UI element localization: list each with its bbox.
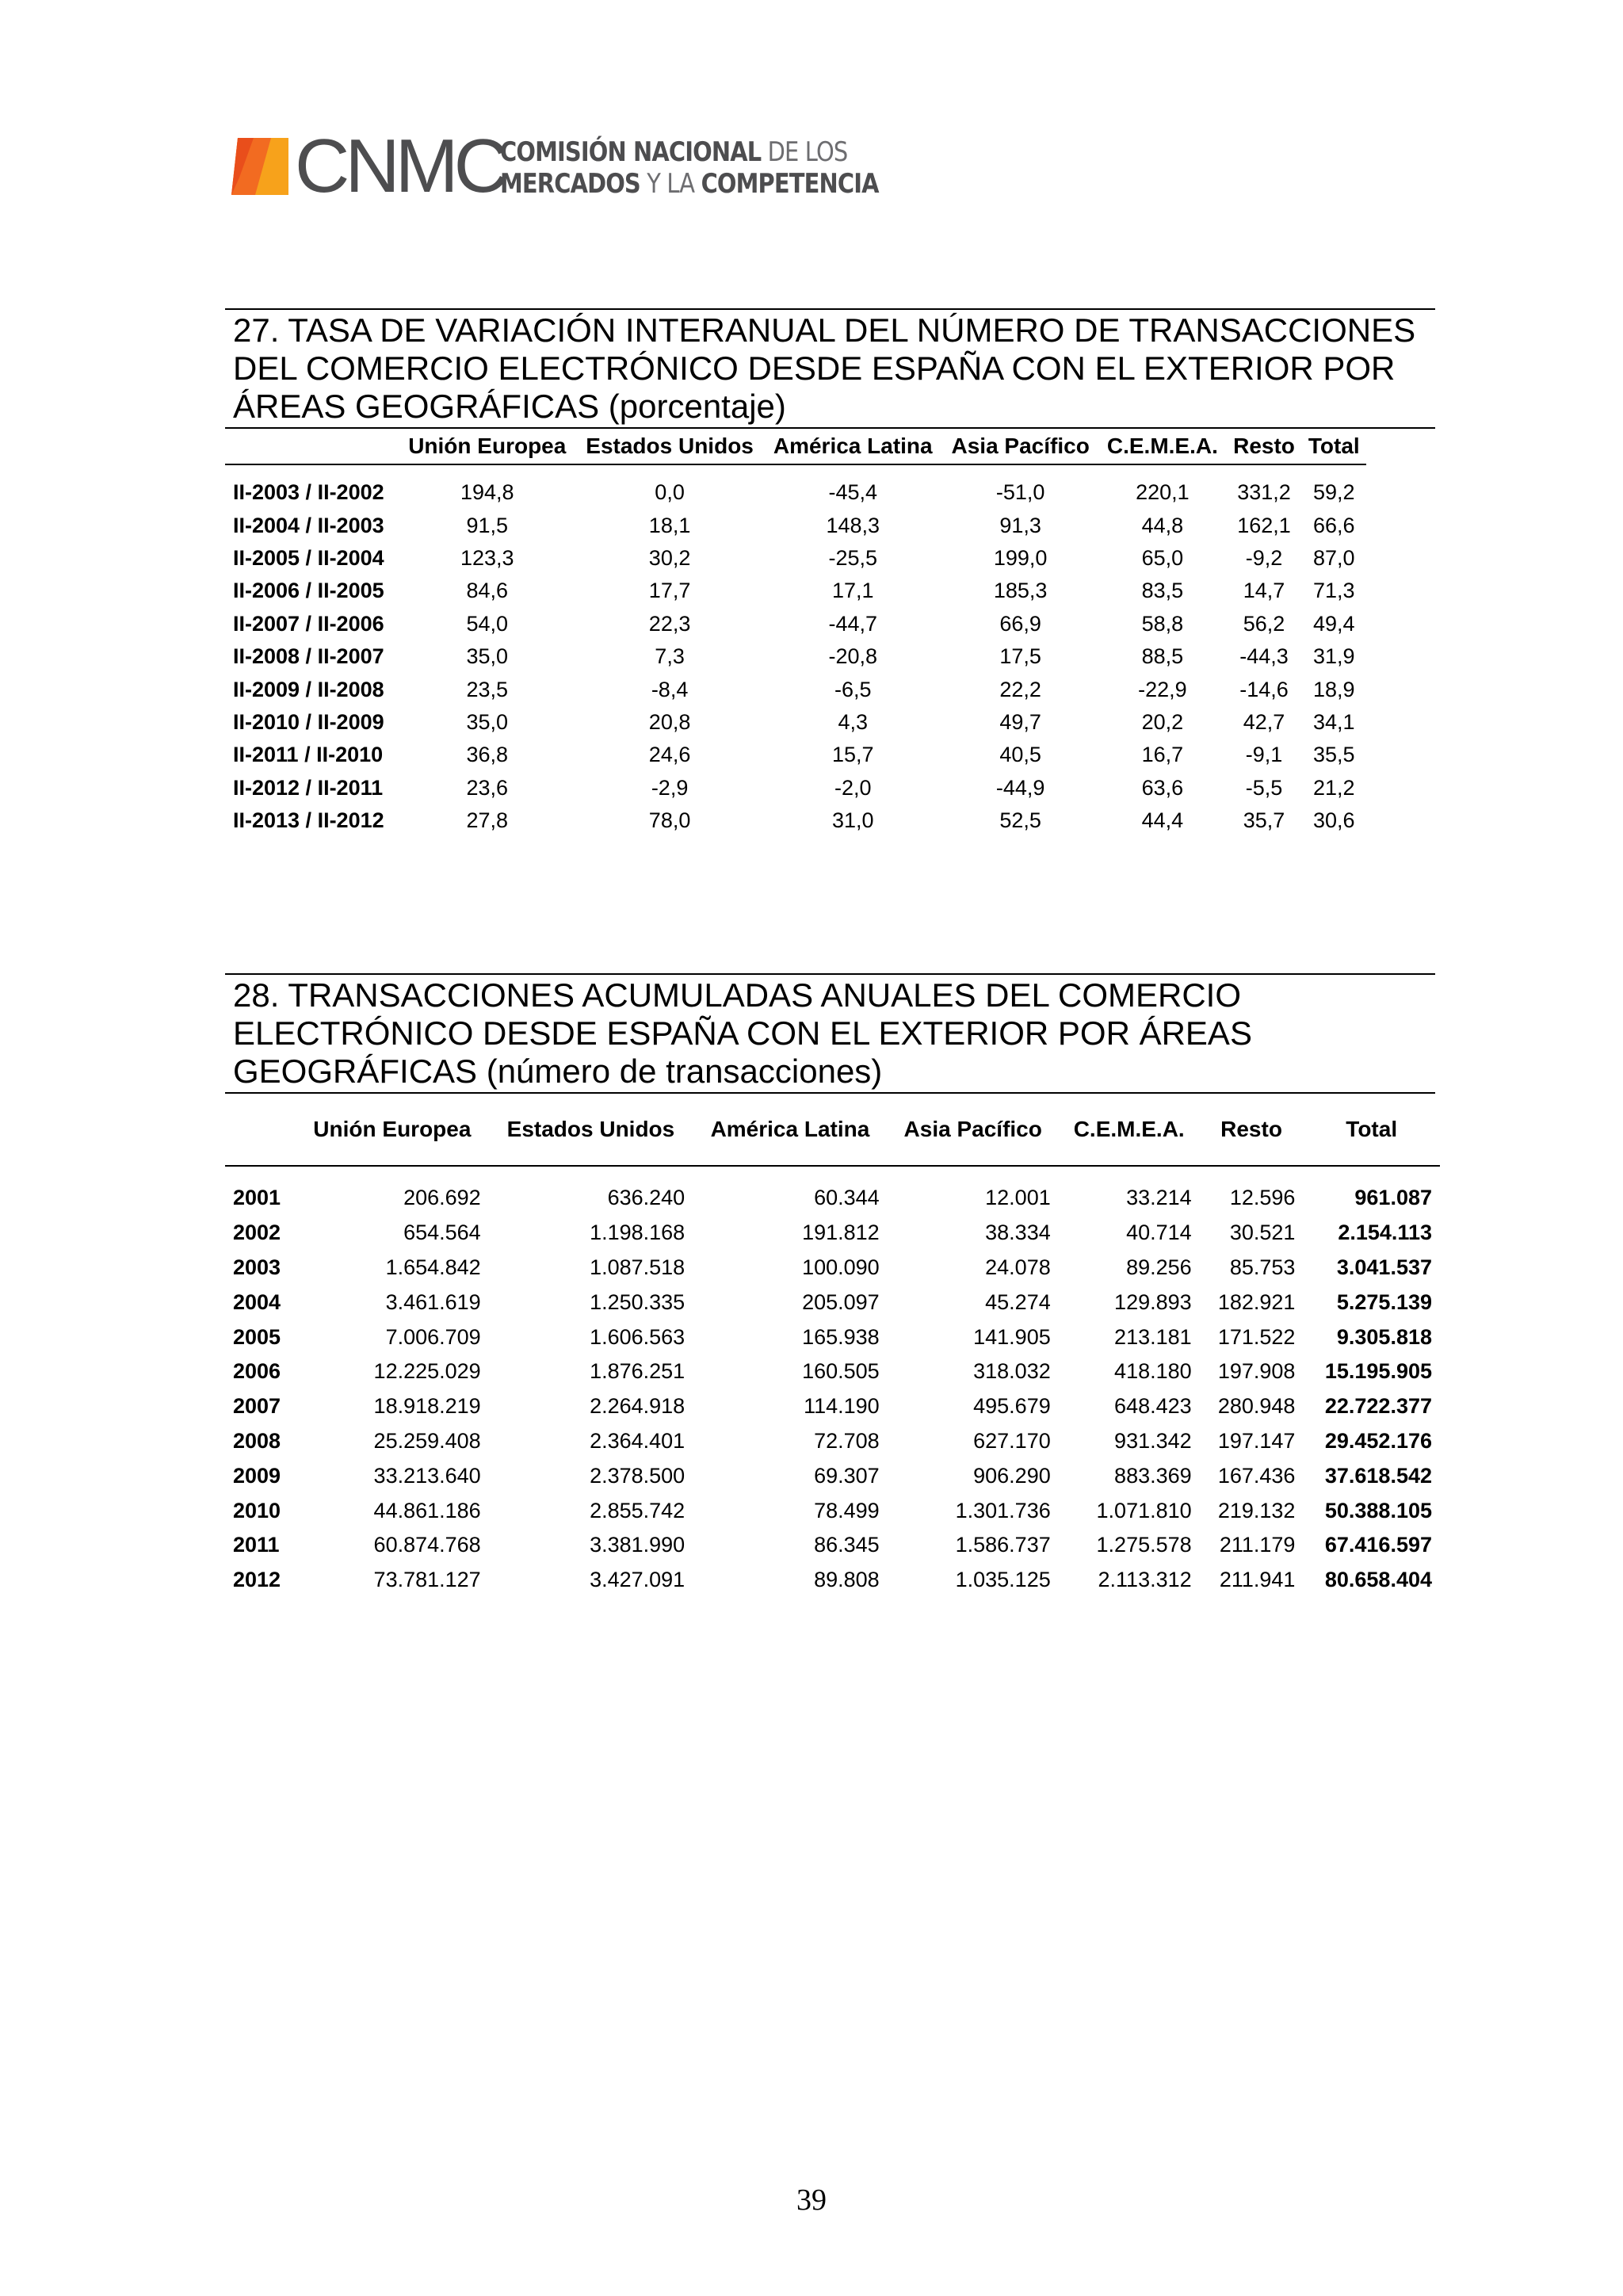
table-cell: 35,0: [466, 709, 509, 734]
table-cell: 63,6: [1141, 775, 1184, 800]
row-label: II-2012 / II-2011: [233, 775, 384, 800]
table-cell: 1.071.810: [1096, 1498, 1192, 1522]
table-cell: 961.087: [1354, 1186, 1432, 1210]
table-cell: 2.113.312: [1098, 1568, 1192, 1592]
table-cell: 49,4: [1313, 611, 1355, 636]
table-27-title: 27. TASA DE VARIACIÓN INTERANUAL DEL NÚMERO DE TRANSACCIONES DEL COMERCIO ELECTRÓNICO DESDE ESPAÑA CON EL EXTERIOR POR ÁREAS GEOGRÁFICAS (porcentaje): [225, 308, 1435, 429]
row-label: 2003: [233, 1255, 281, 1279]
table-cell: 495.679: [973, 1394, 1051, 1419]
table-row: [225, 804, 1366, 837]
table-cell: 1.876.251: [590, 1359, 685, 1384]
table-cell: 883.369: [1114, 1463, 1192, 1488]
table-cell: 20,2: [1141, 709, 1184, 734]
table-cell: 213.181: [1114, 1324, 1192, 1349]
column-header: C.E.M.E.A.: [1098, 429, 1226, 464]
table-cell: 30.521: [1229, 1221, 1296, 1245]
table-cell: -20,8: [828, 644, 878, 669]
table-cell: 85.753: [1229, 1255, 1296, 1279]
table-cell: 91,5: [466, 513, 509, 537]
table-cell: 78,0: [648, 808, 691, 833]
table-cell: 16,7: [1141, 743, 1184, 767]
table-cell: 23,6: [466, 775, 509, 800]
table-row: [225, 1424, 1440, 1459]
table-cell: 15,7: [831, 743, 874, 767]
table-cell: 88,5: [1141, 644, 1184, 669]
row-label: 2009: [233, 1463, 281, 1488]
column-header: América Latina: [764, 429, 942, 464]
row-label: 2011: [233, 1533, 280, 1557]
table-cell: 23,5: [466, 677, 509, 701]
table-cell: 86.345: [814, 1533, 880, 1557]
column-header: Resto: [1200, 1094, 1304, 1166]
table-row: [225, 1285, 1440, 1320]
table-cell: 42,7: [1243, 709, 1285, 734]
table-cell: 182.921: [1217, 1289, 1296, 1314]
table-row: [225, 608, 1366, 640]
table-cell: 1.301.736: [955, 1498, 1051, 1522]
table-cell: 33.213.640: [373, 1463, 481, 1488]
column-header: Estados Unidos: [576, 429, 764, 464]
cnmc-logo: [231, 124, 879, 208]
table-cell: 123,3: [460, 545, 514, 570]
table-28: [225, 1094, 1440, 1598]
table-cell: 17,5: [999, 644, 1041, 669]
row-label: 2007: [233, 1394, 281, 1419]
table-row: [225, 772, 1366, 804]
table-cell: 331,2: [1237, 480, 1291, 505]
row-label: II-2013 / II-2012: [233, 808, 384, 833]
table-row: [225, 1563, 1440, 1598]
table-row: [225, 706, 1366, 739]
table-row: [225, 1458, 1440, 1493]
table-cell: 50.388.105: [1324, 1498, 1432, 1522]
table-cell: 2.154.113: [1338, 1221, 1432, 1245]
logo-abbreviation: CNMC: [295, 124, 504, 208]
table-cell: 2.378.500: [590, 1463, 685, 1488]
table-row: [225, 575, 1366, 607]
table-cell: 1.198.168: [590, 1221, 685, 1245]
table-cell: 24,6: [648, 743, 691, 767]
page-number: 39: [796, 2183, 827, 2217]
table-27-section: [225, 308, 1435, 837]
table-cell: 83,5: [1141, 579, 1184, 603]
table-cell: 2.364.401: [590, 1428, 685, 1453]
table-cell: 17,7: [648, 579, 691, 603]
table-cell: 4,3: [838, 709, 869, 734]
table-cell: 100.090: [802, 1255, 880, 1279]
column-header: Unión Europea: [399, 429, 576, 464]
table-cell: -22,9: [1138, 677, 1187, 701]
table-cell: 67.416.597: [1324, 1533, 1432, 1557]
table-cell: 1.275.578: [1096, 1533, 1192, 1557]
table-cell: 197.147: [1217, 1428, 1296, 1453]
table-cell: 31,0: [831, 808, 874, 833]
table-cell: 7.006.709: [385, 1324, 481, 1349]
table-cell: 20,8: [648, 709, 691, 734]
table-cell: 220,1: [1136, 480, 1190, 505]
logo-full-name: COMISIÓN NACIONAL DE LOS MERCADOS Y LA COMPETENCIA: [500, 136, 879, 200]
row-label: II-2010 / II-2009: [233, 709, 384, 734]
table-cell: 1.087.518: [590, 1255, 685, 1279]
column-header: Total: [1303, 1094, 1440, 1166]
table-cell: 71,3: [1313, 579, 1355, 603]
column-header: Asia Pacífico: [942, 429, 1098, 464]
table-cell: 44,4: [1141, 808, 1184, 833]
column-header: [225, 1094, 296, 1166]
table-cell: 89.808: [814, 1568, 880, 1592]
table-cell: 418.180: [1114, 1359, 1192, 1384]
table-cell: 2.264.918: [590, 1394, 685, 1419]
table-cell: 22,3: [648, 611, 691, 636]
table-cell: 219.132: [1217, 1498, 1296, 1522]
table-cell: 648.423: [1114, 1394, 1192, 1419]
table-cell: 165.938: [802, 1324, 880, 1349]
table-27: [225, 429, 1366, 837]
row-label: 2012: [233, 1568, 281, 1592]
table-cell: -14,6: [1239, 677, 1289, 701]
table-cell: -9,1: [1245, 743, 1283, 767]
table-row: [225, 1166, 1440, 1216]
column-header: Resto: [1226, 429, 1301, 464]
table-28-title: 28. TRANSACCIONES ACUMULADAS ANUALES DEL COMERCIO ELECTRÓNICO DESDE ESPAÑA CON EL EXTERIOR POR ÁREAS GEOGRÁFICAS (número de transacciones): [225, 973, 1435, 1094]
table-cell: 931.342: [1114, 1428, 1192, 1453]
table-cell: 280.948: [1217, 1394, 1296, 1419]
table-cell: 636.240: [607, 1186, 685, 1210]
table-cell: 40.714: [1126, 1221, 1192, 1245]
table-cell: 30,2: [648, 545, 691, 570]
table-cell: 27,8: [466, 808, 509, 833]
table-cell: 80.658.404: [1324, 1568, 1432, 1592]
table-cell: -5,5: [1245, 775, 1283, 800]
table-cell: 3.461.619: [385, 1289, 481, 1314]
column-header: Unión Europea: [296, 1094, 489, 1166]
table-cell: 9.305.818: [1336, 1324, 1432, 1349]
table-cell: -44,9: [995, 775, 1045, 800]
table-row: [225, 640, 1366, 673]
table-cell: 91,3: [999, 513, 1041, 537]
table-row: [225, 1389, 1440, 1424]
table-28-section: [225, 973, 1435, 1598]
table-cell: 318.032: [973, 1359, 1051, 1384]
table-cell: -44,7: [828, 611, 878, 636]
table-cell: 52,5: [999, 808, 1041, 833]
table-cell: 18,9: [1313, 677, 1355, 701]
table-cell: -6,5: [834, 677, 872, 701]
table-cell: 72.708: [814, 1428, 880, 1453]
table-cell: 35,0: [466, 644, 509, 669]
row-label: II-2009 / II-2008: [233, 677, 384, 701]
table-cell: 89.256: [1126, 1255, 1192, 1279]
table-cell: 35,7: [1243, 808, 1285, 833]
table-row: [225, 464, 1366, 509]
table-cell: 78.499: [814, 1498, 880, 1522]
table-cell: 54,0: [466, 611, 509, 636]
table-cell: 1.606.563: [590, 1324, 685, 1349]
column-header: C.E.M.E.A.: [1059, 1094, 1200, 1166]
table-cell: 31,9: [1313, 644, 1355, 669]
table-cell: 18,1: [648, 513, 691, 537]
table-cell: 3.381.990: [590, 1533, 685, 1557]
table-cell: 66,6: [1313, 513, 1355, 537]
row-label: II-2011 / II-2010: [233, 743, 384, 767]
table-cell: 30,6: [1313, 808, 1355, 833]
table-row: [225, 673, 1366, 705]
table-cell: -9,2: [1245, 545, 1283, 570]
cnmc-logo-mark-icon: [231, 138, 288, 195]
table-cell: 211.179: [1219, 1533, 1296, 1557]
table-cell: 206.692: [403, 1186, 481, 1210]
table-cell: 627.170: [973, 1428, 1051, 1453]
table-cell: 205.097: [802, 1289, 880, 1314]
row-label: II-2003 / II-2002: [233, 480, 384, 505]
table-cell: 114.190: [804, 1394, 880, 1419]
row-label: II-2004 / II-2003: [233, 513, 384, 537]
table-cell: 199,0: [993, 545, 1048, 570]
table-cell: 35,5: [1313, 743, 1355, 767]
row-label: 2001: [233, 1186, 281, 1210]
table-cell: 5.275.139: [1336, 1289, 1432, 1314]
table-cell: 141.905: [973, 1324, 1051, 1349]
table-cell: 2.855.742: [590, 1498, 685, 1522]
table-cell: 906.290: [973, 1463, 1051, 1488]
table-cell: 87,0: [1313, 545, 1355, 570]
row-label: 2002: [233, 1221, 281, 1245]
table-cell: 3.427.091: [590, 1568, 685, 1592]
table-cell: 59,2: [1313, 480, 1355, 505]
table-row: [225, 1320, 1440, 1354]
table-cell: -51,0: [995, 480, 1045, 505]
column-header: [225, 429, 399, 464]
table-cell: 44.861.186: [373, 1498, 481, 1522]
table-cell: 38.334: [985, 1221, 1051, 1245]
row-label: II-2008 / II-2007: [233, 644, 384, 669]
table-cell: 73.781.127: [373, 1568, 481, 1592]
table-row: [225, 1216, 1440, 1251]
column-header: Asia Pacífico: [888, 1094, 1059, 1166]
table-row: [225, 739, 1366, 771]
table-cell: 1.586.737: [955, 1533, 1051, 1557]
table-row: [225, 542, 1366, 575]
table-cell: 129.893: [1114, 1289, 1192, 1314]
table-cell: 25.259.408: [373, 1428, 481, 1453]
table-cell: 17,1: [831, 579, 874, 603]
table-cell: 14,7: [1243, 579, 1285, 603]
table-row: [225, 1493, 1440, 1528]
table-cell: 66,9: [999, 611, 1041, 636]
table-cell: 7,3: [655, 644, 685, 669]
table-cell: 60.344: [814, 1186, 880, 1210]
table-cell: 18.918.219: [373, 1394, 481, 1419]
table-cell: 12.225.029: [373, 1359, 481, 1384]
table-cell: 654.564: [403, 1221, 481, 1245]
table-cell: 58,8: [1141, 611, 1184, 636]
row-label: 2004: [233, 1289, 281, 1314]
row-label: 2005: [233, 1324, 281, 1349]
table-cell: 167.436: [1217, 1463, 1296, 1488]
table-cell: 194,8: [460, 480, 514, 505]
table-cell: 84,6: [466, 579, 509, 603]
table-cell: 40,5: [999, 743, 1041, 767]
table-cell: 37.618.542: [1324, 1463, 1432, 1488]
table-cell: 191.812: [802, 1221, 880, 1245]
table-cell: 24.078: [985, 1255, 1051, 1279]
table-cell: 1.035.125: [955, 1568, 1051, 1592]
table-cell: 56,2: [1243, 611, 1285, 636]
table-cell: -44,3: [1239, 644, 1289, 669]
table-cell: 21,2: [1313, 775, 1355, 800]
table-cell: 185,3: [993, 579, 1048, 603]
table-cell: -2,0: [834, 775, 872, 800]
row-label: 2006: [233, 1359, 281, 1384]
table-cell: -2,9: [651, 775, 689, 800]
table-cell: 3.041.537: [1336, 1255, 1432, 1279]
table-cell: 60.874.768: [373, 1533, 481, 1557]
table-cell: -45,4: [828, 480, 878, 505]
table-cell: 211.941: [1219, 1568, 1296, 1592]
table-cell: -8,4: [651, 677, 689, 701]
table-cell: 45.274: [985, 1289, 1051, 1314]
table-cell: 33.214: [1126, 1186, 1192, 1210]
table-row: [225, 1354, 1440, 1389]
table-cell: 29.452.176: [1324, 1428, 1432, 1453]
table-cell: 12.596: [1229, 1186, 1296, 1210]
table-cell: 160.505: [802, 1359, 880, 1384]
table-cell: 65,0: [1141, 545, 1184, 570]
table-cell: 22.722.377: [1324, 1394, 1432, 1419]
table-cell: 0,0: [655, 480, 685, 505]
row-label: II-2005 / II-2004: [233, 545, 384, 570]
column-header: Total: [1302, 429, 1366, 464]
table-cell: 1.250.335: [590, 1289, 685, 1314]
table-cell: 69.307: [814, 1463, 880, 1488]
column-header: Estados Unidos: [489, 1094, 693, 1166]
table-cell: 197.908: [1217, 1359, 1296, 1384]
table-cell: 36,8: [466, 743, 509, 767]
table-cell: 1.654.842: [385, 1255, 481, 1279]
table-cell: 171.522: [1217, 1324, 1296, 1349]
table-cell: 44,8: [1141, 513, 1184, 537]
table-row: [225, 1528, 1440, 1563]
row-label: 2010: [233, 1498, 281, 1522]
table-cell: 12.001: [985, 1186, 1051, 1210]
table-cell: 148,3: [826, 513, 880, 537]
table-cell: 22,2: [999, 677, 1041, 701]
column-header: América Latina: [693, 1094, 887, 1166]
table-cell: 162,1: [1237, 513, 1291, 537]
table-cell: 49,7: [999, 709, 1041, 734]
table-cell: 15.195.905: [1324, 1359, 1432, 1384]
row-label: II-2006 / II-2005: [233, 579, 384, 603]
row-label: II-2007 / II-2006: [233, 611, 384, 636]
table-cell: -25,5: [828, 545, 878, 570]
row-label: 2008: [233, 1428, 281, 1453]
table-row: [225, 509, 1366, 541]
table-row: [225, 1251, 1440, 1286]
table-cell: 34,1: [1313, 709, 1355, 734]
